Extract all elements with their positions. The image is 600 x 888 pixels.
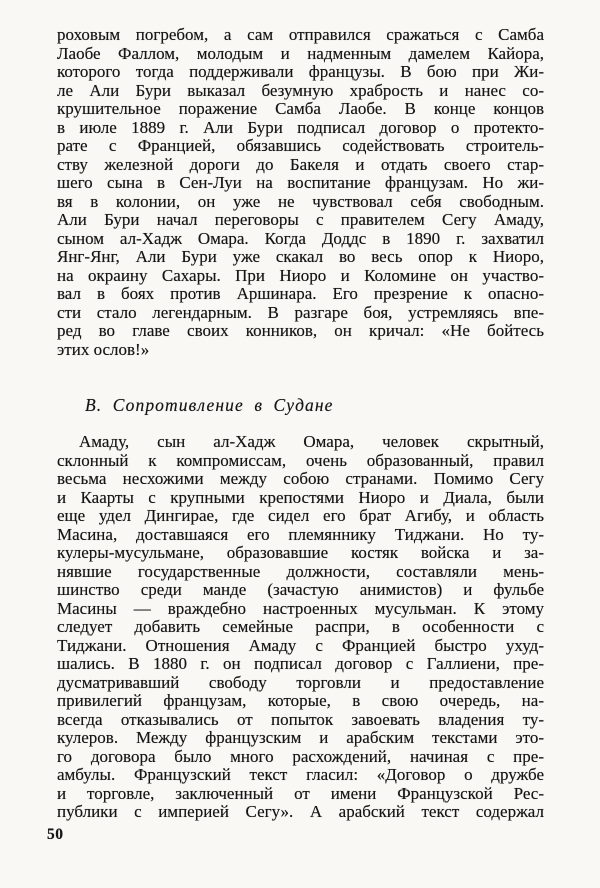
- text-line: шего сына в Сен-Луи на воспитание французам. Но жи-: [57, 174, 544, 192]
- text-line: в июле 1889 г. Али Бури подписал договор о протекто-: [57, 118, 544, 137]
- text-line: ред во главе своих конников, он кричал: «Не бойтесь: [57, 322, 544, 340]
- text-line: кулеров. Между французским и арабским текстами это-: [57, 729, 544, 747]
- text-line: следует добавить семейные распри, в особенности с: [57, 618, 544, 636]
- text-line: Лаобе Фаллом, молодым и надменным дамелем Кайора,: [57, 44, 544, 63]
- text-line: привилегий французам, которые, в свою очередь, на-: [57, 692, 544, 710]
- text-line: шинство среди манде (зачастую анимистов) и фульбе: [57, 581, 544, 599]
- text-line: всегда отказывались от попыток завоевать владения ту-: [57, 710, 544, 729]
- section-heading: В. Сопротивление в Судане: [85, 395, 334, 415]
- text-line: вя в колонии, он уже не чувствовал себя свободным.: [57, 192, 544, 211]
- text-line: Масина, доставшаяся его племяннику Тиджани. Но ту-: [57, 525, 544, 544]
- text-line: которого тогда поддерживали французы. В бою при Жи-: [57, 63, 544, 81]
- text-line: рате с Францией, обязавшись содействовать строитель-: [57, 137, 544, 155]
- text-line: го договора было много расхождений, начиная с пре-: [57, 747, 544, 766]
- text-line: сыном ал-Хадж Омара. Когда Доддс в 1890 г. захватил: [57, 229, 544, 248]
- text-line: шались. В 1880 г. он подписал договор с Галлиени, пре-: [57, 655, 544, 673]
- text-line: Масины — враждебно настроенных мусульман. К этому: [57, 599, 544, 618]
- text-line: и Каарты с крупными крепостями Ниоро и Диала, были: [57, 488, 544, 507]
- text-line: роховым погребом, а сам отправился сражаться с Самба: [57, 26, 544, 44]
- text-line: на окраину Сахары. При Ниоро и Коломине он участво-: [57, 266, 544, 285]
- text-column: [57, 26, 544, 822]
- paragraph-sudan-resistance: [57, 433, 544, 822]
- text-line: Али Бури начал переговоры с правителем Сегу Амаду,: [57, 211, 544, 229]
- text-line: нявшие государственные должности, составляли мень-: [57, 562, 544, 581]
- text-line: склонный к компромиссам, очень образованный, правил: [57, 451, 544, 470]
- text-line: кулеры-мусульмане, образовавшие костяк войска и за-: [57, 544, 544, 562]
- text-line: публики с империей Сегу». А арабский текст содержал: [57, 803, 544, 821]
- text-line: дусматривавший свободу торговли и предоставление: [57, 673, 544, 692]
- text-line: сти стало легендарным. В разгаре боя, устремляясь впе-: [57, 303, 544, 322]
- text-line: этих ослов!»: [57, 340, 150, 359]
- paragraph-continuation: [57, 26, 544, 359]
- text-line: Амаду, сын ал-Хадж Омара, человек скрытный,: [79, 433, 544, 451]
- text-line: ству железной дороги до Бакеля и отдать своего стар-: [57, 155, 544, 174]
- text-line: ле Али Бури выказал безумную храбрость и нанес со-: [57, 81, 544, 100]
- text-line: весьма несхожими между собою странами. Помимо Сегу: [57, 470, 544, 488]
- text-line: амбулы. Французский текст гласил: «Договор о дружбе: [57, 766, 544, 784]
- text-line: вал в боях против Аршинара. Его презрение к опасно-: [57, 285, 544, 303]
- text-line: еще удел Дингирае, где сидел его брат Агибу, и область: [57, 507, 544, 525]
- text-line: и торговле, заключенный от имени Французской Рес-: [57, 784, 544, 803]
- text-line: Янг-Янг, Али Бури уже скакал во весь опор к Ниоро,: [57, 248, 544, 266]
- text-line: крушительное поражение Самба Лаобе. В конце концов: [57, 100, 544, 118]
- text-line: Тиджани. Отношения Амаду с Францией быстро ухуд-: [57, 636, 544, 655]
- page-number: 50: [47, 826, 64, 843]
